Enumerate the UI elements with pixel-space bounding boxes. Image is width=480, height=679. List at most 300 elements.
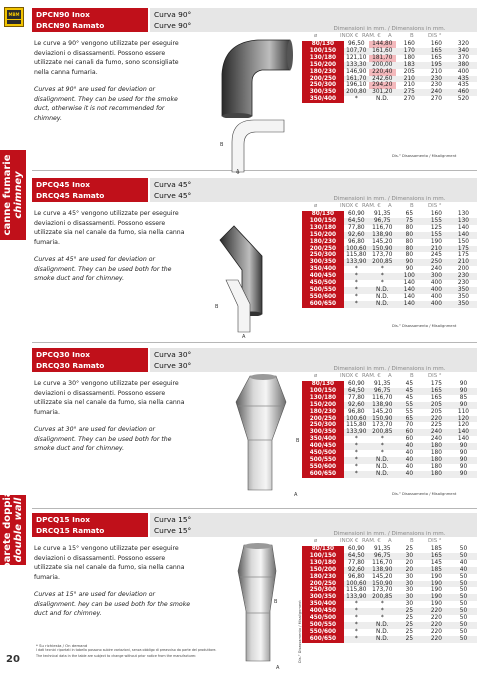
table-cell: 350/400 xyxy=(302,436,344,443)
table-row xyxy=(302,89,477,96)
svg-text:A: A xyxy=(294,492,298,498)
description-en: Curves at 30° are used for deviation or disalignment. They can be used both for the smoke duct and for chimney. xyxy=(34,426,172,452)
code-inox: DPCN90 Inox xyxy=(36,10,90,19)
table-row xyxy=(302,273,477,280)
table-row xyxy=(302,55,477,62)
dimensions-table-block xyxy=(302,196,477,308)
table-cell: 96,80 xyxy=(344,574,369,581)
table-cell: 140 xyxy=(450,225,477,232)
code-inox: DPCQ30 Inox xyxy=(36,350,90,359)
dimensions-header: Dimensioni in mm. / Dimensions in mm. xyxy=(333,196,446,202)
table-row xyxy=(302,246,477,253)
table-cell: 242,60 xyxy=(369,76,396,83)
table-cell: 240 xyxy=(423,436,450,443)
table-row xyxy=(302,225,477,232)
product-description xyxy=(34,544,192,619)
section-divider xyxy=(32,342,477,343)
table-cell: 91,35 xyxy=(369,546,396,553)
table-cell: * xyxy=(369,615,396,622)
table-cell: 150,90 xyxy=(369,416,396,423)
table-cell: 100/150 xyxy=(302,553,344,560)
table-cell: 77,80 xyxy=(344,395,369,402)
column-headers xyxy=(302,373,477,380)
table-cell: 96,75 xyxy=(369,553,396,560)
table-cell: 175 xyxy=(450,252,477,259)
table-cell: 550/600 xyxy=(302,629,344,636)
description-it: Le curve a 90° vengono utilizzate per eseguire deviazioni o disassamenti. Possono essere utilizzate nei canali da fumo, sono sconsigliate nella canna fumaria. xyxy=(34,40,179,76)
table-cell: 181,70 xyxy=(369,55,396,62)
title-it: Curva 30° xyxy=(154,350,192,359)
table-cell: 165 xyxy=(423,553,450,560)
table-cell: 50 xyxy=(450,601,477,608)
column-header: A xyxy=(388,203,392,209)
table-row xyxy=(302,546,477,553)
table-cell: * xyxy=(344,96,369,103)
table-cell: 210 xyxy=(396,76,423,83)
table-row xyxy=(302,553,477,560)
table-cell: 140 xyxy=(450,232,477,239)
code-inox: DPCQ15 Inox xyxy=(36,515,90,524)
table-cell: 190 xyxy=(423,239,450,246)
table-row xyxy=(302,471,477,478)
table-cell: 116,70 xyxy=(369,225,396,232)
table-cell: 400 xyxy=(423,294,450,301)
table-cell: 450/500 xyxy=(302,615,344,622)
table-cell: 25 xyxy=(396,615,423,622)
product-codes xyxy=(32,513,148,537)
table-row xyxy=(302,601,477,608)
table-cell: 180/230 xyxy=(302,574,344,581)
title-it: Curva 90° xyxy=(154,10,192,19)
table-cell: 140 xyxy=(396,294,423,301)
table-cell: 80/130 xyxy=(302,41,344,48)
table-cell: * xyxy=(369,601,396,608)
title-it: Curva 45° xyxy=(154,180,192,189)
table-cell: 130/180 xyxy=(302,55,344,62)
table-cell: 200/250 xyxy=(302,416,344,423)
table-cell: * xyxy=(344,273,369,280)
table-cell: 50 xyxy=(450,574,477,581)
table-cell: 170 xyxy=(396,48,423,55)
table-cell: 133,90 xyxy=(344,429,369,436)
sidebar-label-en: chimney xyxy=(13,171,24,219)
table-cell: 161,70 xyxy=(344,76,369,83)
table-cell: 300/350 xyxy=(302,259,344,266)
code-ramato: DRCQ30 Ramato xyxy=(36,361,105,370)
table-cell: 190 xyxy=(423,601,450,608)
table-cell: 550/600 xyxy=(302,294,344,301)
table-row xyxy=(302,450,477,457)
table-cell: 60,90 xyxy=(344,381,369,388)
table-cell: 500/550 xyxy=(302,287,344,294)
table-cell: 200,80 xyxy=(344,89,369,96)
table-cell: 400 xyxy=(423,301,450,308)
table-cell: N.D. xyxy=(369,301,396,308)
table-row xyxy=(302,252,477,259)
table-cell: 146,90 xyxy=(344,69,369,76)
table-cell: * xyxy=(344,443,369,450)
table-cell: 120 xyxy=(450,422,477,429)
table-cell: 30 xyxy=(396,581,423,588)
table-cell: 80 xyxy=(396,239,423,246)
sidebar-label-it: canne fumarie xyxy=(2,154,13,236)
table-cell: 100/150 xyxy=(302,218,344,225)
table-cell: 80/130 xyxy=(302,381,344,388)
code-ramato: DRCQ45 Ramato xyxy=(36,191,105,200)
table-cell: 133,90 xyxy=(344,259,369,266)
column-header: ø xyxy=(314,33,318,39)
table-cell: 91,35 xyxy=(369,211,396,218)
product-description xyxy=(34,379,192,454)
table-cell: 50 xyxy=(450,622,477,629)
table-cell: 80/130 xyxy=(302,546,344,553)
misalignment-note: Dis.° Disassamento / Misalignment xyxy=(298,600,302,663)
table-cell: 180 xyxy=(423,464,450,471)
product-codes xyxy=(32,348,148,372)
table-cell: 145 xyxy=(423,560,450,567)
table-cell: 161,60 xyxy=(369,48,396,55)
table-cell: 85 xyxy=(450,395,477,402)
elbow-15-diagram xyxy=(270,587,296,671)
table-cell: 160 xyxy=(423,41,450,48)
table-cell: 55 xyxy=(396,402,423,409)
table-cell: 250/300 xyxy=(302,587,344,594)
table-cell: 100/150 xyxy=(302,388,344,395)
column-header: RAM. € xyxy=(362,203,381,209)
table-cell: 435 xyxy=(450,76,477,83)
table-cell: 25 xyxy=(396,622,423,629)
table-cell: 185 xyxy=(423,546,450,553)
table-cell: 400 xyxy=(450,69,477,76)
elbow-30-diagram xyxy=(292,408,312,498)
table-cell: 250/300 xyxy=(302,82,344,89)
table-cell: * xyxy=(369,608,396,615)
table-cell: * xyxy=(344,629,369,636)
table-cell: 205 xyxy=(423,409,450,416)
table-cell: 50 xyxy=(450,546,477,553)
table-cell: 91,35 xyxy=(369,381,396,388)
table-cell: 160 xyxy=(423,211,450,218)
table-cell: 340 xyxy=(450,48,477,55)
table-cell: 300/350 xyxy=(302,429,344,436)
table-row xyxy=(302,280,477,287)
table-cell: 180 xyxy=(396,55,423,62)
table-row xyxy=(302,76,477,83)
table-cell: 80 xyxy=(396,246,423,253)
table-cell: 90 xyxy=(450,457,477,464)
table-row xyxy=(302,615,477,622)
table-cell: 400 xyxy=(423,280,450,287)
table-cell: 300 xyxy=(423,273,450,280)
table-cell: 400 xyxy=(423,287,450,294)
table-cell: 200,85 xyxy=(369,594,396,601)
table-cell: 116,70 xyxy=(369,560,396,567)
table-cell: 140 xyxy=(396,301,423,308)
table-cell: 225 xyxy=(423,422,450,429)
table-cell: 550/600 xyxy=(302,464,344,471)
description-en: Curves at 90° are used for deviation or disalignment. They can be used for the smoke duct, otherwise it is not recommended for chimney. xyxy=(34,86,178,122)
table-row xyxy=(302,259,477,266)
page-number: 20 xyxy=(6,654,20,665)
elbow-90-photo xyxy=(202,34,294,118)
table-cell: 190 xyxy=(423,581,450,588)
table-cell: * xyxy=(369,266,396,273)
table-cell: 20 xyxy=(396,567,423,574)
description-en: Curves at 15° are used for deviation or disalignment. hey can be used both for the smoke duct and for chimney. xyxy=(34,591,191,617)
dimensions-header: Dimensioni in mm. / Dimensions in mm. xyxy=(333,531,446,537)
table-cell: 60,90 xyxy=(344,546,369,553)
table-cell: 40 xyxy=(396,443,423,450)
column-header: DIS ° xyxy=(428,33,442,39)
table-cell: 155 xyxy=(423,232,450,239)
table-cell: 140 xyxy=(396,287,423,294)
table-cell: 250/300 xyxy=(302,422,344,429)
column-header: RAM. € xyxy=(362,33,381,39)
table-cell: 90 xyxy=(396,259,423,266)
table-cell: 200,85 xyxy=(369,429,396,436)
column-header: B xyxy=(410,373,414,379)
table-cell: 92,60 xyxy=(344,567,369,574)
table-cell: 80 xyxy=(396,252,423,259)
table-cell: 100,60 xyxy=(344,416,369,423)
sidebar-label-chimney xyxy=(0,150,26,240)
table-cell: 230 xyxy=(423,82,450,89)
table-cell: 230 xyxy=(423,76,450,83)
table-row xyxy=(302,381,477,388)
table-cell: 350/400 xyxy=(302,266,344,273)
table-cell: 145,20 xyxy=(369,409,396,416)
table-cell: 80 xyxy=(396,232,423,239)
table-cell: 64,50 xyxy=(344,218,369,225)
table-cell: 90 xyxy=(450,402,477,409)
table-cell: 300/350 xyxy=(302,594,344,601)
table-cell: 40 xyxy=(396,471,423,478)
column-header: B xyxy=(410,203,414,209)
table-cell: 190 xyxy=(423,574,450,581)
table-cell: 150/200 xyxy=(302,232,344,239)
table-cell: 90 xyxy=(450,450,477,457)
table-cell: 120 xyxy=(450,416,477,423)
dimensions-table xyxy=(302,41,477,103)
table-row xyxy=(302,443,477,450)
footer-notes xyxy=(36,643,216,659)
table-cell: 60,90 xyxy=(344,211,369,218)
table-cell: 90 xyxy=(450,443,477,450)
table-row xyxy=(302,82,477,89)
disclaimer-en: The technical data in the table are subject to change without prior notice from the manufacturer. xyxy=(36,653,197,658)
table-cell: 92,60 xyxy=(344,402,369,409)
table-cell: 116,70 xyxy=(369,395,396,402)
code-ramato: DRCQ15 Ramato xyxy=(36,526,105,535)
table-row xyxy=(302,464,477,471)
table-cell: 183 xyxy=(396,62,423,69)
table-cell: 96,50 xyxy=(344,41,369,48)
product-section-curve-30 xyxy=(32,348,477,508)
svg-text:A: A xyxy=(276,665,280,671)
table-cell: 65 xyxy=(396,416,423,423)
column-header: B xyxy=(410,538,414,544)
table-cell: 380 xyxy=(450,62,477,69)
table-cell: 500/550 xyxy=(302,622,344,629)
table-cell: 220 xyxy=(423,629,450,636)
table-cell: 96,75 xyxy=(369,218,396,225)
svg-text:B: B xyxy=(296,438,300,444)
table-cell: 77,80 xyxy=(344,560,369,567)
product-description xyxy=(34,209,192,284)
table-cell: 75 xyxy=(396,218,423,225)
column-headers xyxy=(302,538,477,545)
table-cell: 175 xyxy=(450,246,477,253)
description-it: Le curve a 45° vengono utilizzate per eseguire deviazioni o disassamenti. Possono essere utilizzate sia nel canale da fumo, sia nella canna fumaria. xyxy=(34,210,185,246)
product-section-curve-45 xyxy=(32,178,477,338)
table-row xyxy=(302,574,477,581)
table-cell: 92,60 xyxy=(344,232,369,239)
on-demand-note: * Su richiesta / On demand xyxy=(36,643,88,648)
table-cell: * xyxy=(344,436,369,443)
table-cell: 180/230 xyxy=(302,69,344,76)
title-en: Curve 45° xyxy=(154,191,192,200)
table-row xyxy=(302,69,477,76)
table-cell: 30 xyxy=(396,574,423,581)
dimensions-table-block xyxy=(302,26,477,103)
table-cell: 140 xyxy=(450,436,477,443)
column-header: ø xyxy=(314,203,318,209)
table-cell: N.D. xyxy=(369,464,396,471)
table-row xyxy=(302,629,477,636)
dimensions-table xyxy=(302,211,477,308)
table-row xyxy=(302,622,477,629)
table-cell: 205 xyxy=(423,402,450,409)
table-cell: 450/500 xyxy=(302,280,344,287)
table-cell: 180 xyxy=(423,443,450,450)
table-cell: 220 xyxy=(423,636,450,643)
misalignment-note: Dis.° Disassamento / Misalignment xyxy=(392,154,457,158)
column-header: DIS ° xyxy=(428,373,442,379)
table-cell: 270 xyxy=(396,96,423,103)
table-cell: 200/250 xyxy=(302,76,344,83)
table-row xyxy=(302,594,477,601)
table-cell: 230 xyxy=(450,273,477,280)
table-cell: 150,90 xyxy=(369,246,396,253)
table-row xyxy=(302,211,477,218)
table-cell: * xyxy=(344,601,369,608)
table-cell: 600/650 xyxy=(302,636,344,643)
elbow-30-photo xyxy=(232,372,294,492)
table-cell: 150 xyxy=(450,239,477,246)
table-cell: 138,90 xyxy=(369,567,396,574)
table-cell: 150,90 xyxy=(369,581,396,588)
table-cell: 190 xyxy=(423,594,450,601)
table-cell: * xyxy=(344,636,369,643)
table-cell: 100 xyxy=(396,273,423,280)
column-header: INOX € xyxy=(340,33,359,39)
table-row xyxy=(302,388,477,395)
table-cell: 200,00 xyxy=(369,62,396,69)
table-cell: * xyxy=(369,280,396,287)
table-cell: 130/180 xyxy=(302,395,344,402)
description-en: Curves at 45° are used for deviation or disalignment. They can be used both for the smoke duct and for chimney. xyxy=(34,256,172,282)
title-en: Curve 90° xyxy=(154,21,192,30)
table-cell: 50 xyxy=(450,587,477,594)
table-cell: * xyxy=(369,273,396,280)
dimensions-table-block xyxy=(302,531,477,643)
table-cell: 30 xyxy=(396,587,423,594)
description-it: Le curve a 15° vengono utilizzate per eseguire deviazioni o disassamenti. Possono essere utilizzate sia nel canale da fumo, sia nella canna fumaria. xyxy=(34,545,185,581)
table-row xyxy=(302,422,477,429)
table-cell: 180/230 xyxy=(302,409,344,416)
disclaimer-it: I dati tecnici riportati in tabella possono subire variazioni, senza obbligo di preavviso da parte del produttore. xyxy=(36,648,217,653)
table-cell: 25 xyxy=(396,608,423,615)
table-cell: 25 xyxy=(396,636,423,643)
table-row xyxy=(302,218,477,225)
table-cell: 50 xyxy=(450,553,477,560)
table-cell: 40 xyxy=(450,560,477,567)
table-cell: 25 xyxy=(396,546,423,553)
table-cell: 180 xyxy=(423,471,450,478)
table-cell: N.D. xyxy=(369,457,396,464)
table-row xyxy=(302,62,477,69)
table-cell: 100,60 xyxy=(344,246,369,253)
table-cell: 175 xyxy=(423,381,450,388)
table-cell: N.D. xyxy=(369,471,396,478)
table-cell: 600/650 xyxy=(302,301,344,308)
column-header: A xyxy=(388,33,392,39)
table-cell: 294,20 xyxy=(369,82,396,89)
table-row xyxy=(302,266,477,273)
table-cell: 45 xyxy=(396,395,423,402)
column-header: INOX € xyxy=(340,373,359,379)
table-cell: 80 xyxy=(396,225,423,232)
table-cell: 40 xyxy=(396,450,423,457)
section-divider xyxy=(32,508,477,509)
description-it: Le curve a 30° vengono utilizzate per eseguire deviazioni o disassamenti. Possono essere utilizzate sia nel canale da fumo, sia nella canna fumaria. xyxy=(34,380,185,416)
table-row xyxy=(302,457,477,464)
table-cell: * xyxy=(344,622,369,629)
table-cell: 40 xyxy=(396,457,423,464)
table-row xyxy=(302,402,477,409)
table-row xyxy=(302,567,477,574)
table-cell: 350 xyxy=(450,301,477,308)
table-cell: 210 xyxy=(396,82,423,89)
elbow-45-diagram xyxy=(212,274,282,338)
table-cell: 320 xyxy=(450,41,477,48)
table-cell: 96,80 xyxy=(344,239,369,246)
table-cell: 450/500 xyxy=(302,450,344,457)
table-row xyxy=(302,416,477,423)
table-cell: 50 xyxy=(450,636,477,643)
table-row xyxy=(302,560,477,567)
table-cell: * xyxy=(369,450,396,457)
table-cell: 25 xyxy=(396,629,423,636)
table-cell: N.D. xyxy=(369,96,396,103)
table-cell: 100/150 xyxy=(302,48,344,55)
sidebar-label-it: parete doppia xyxy=(2,490,13,570)
table-row xyxy=(302,395,477,402)
dimensions-header: Dimensioni in mm. / Dimensions in mm. xyxy=(333,366,446,372)
table-cell: 40 xyxy=(396,464,423,471)
table-cell: 240 xyxy=(423,266,450,273)
table-cell: N.D. xyxy=(369,622,396,629)
table-cell: 96,80 xyxy=(344,409,369,416)
table-cell: N.D. xyxy=(369,287,396,294)
column-header: RAM. € xyxy=(362,538,381,544)
table-cell: 80/130 xyxy=(302,211,344,218)
table-cell: 77,80 xyxy=(344,225,369,232)
table-cell: 600/650 xyxy=(302,471,344,478)
svg-text:A: A xyxy=(242,334,246,338)
table-cell: * xyxy=(344,464,369,471)
table-cell: 110 xyxy=(450,409,477,416)
